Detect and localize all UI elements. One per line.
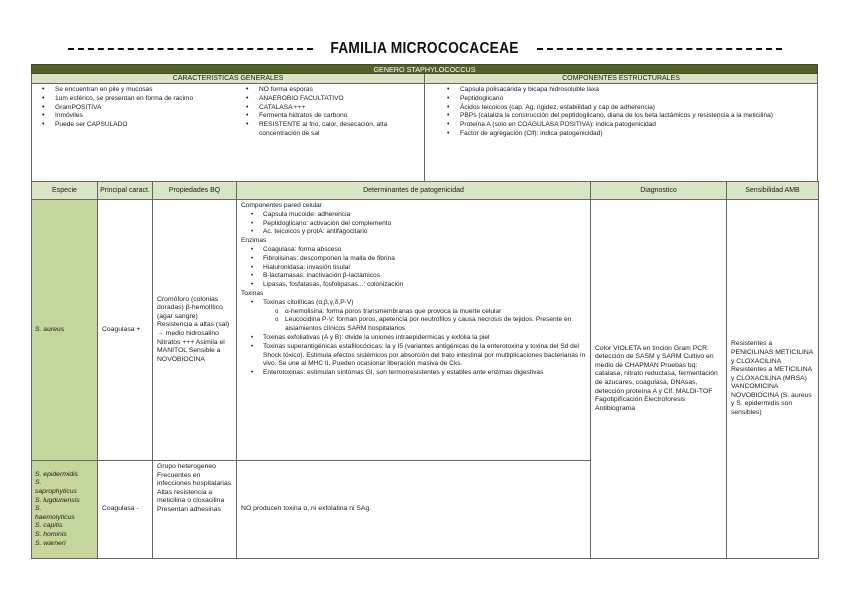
genus-banner: GENERO STAPHYLOCOCCUS — [31, 64, 818, 74]
list-item: • Capsula mucoide: adherencia — [241, 211, 586, 220]
main-char-aureus: Coagulasa + — [98, 200, 153, 461]
list-item: • Fermenta hidratos de carbono — [246, 112, 420, 121]
list-item: • Coagulasa: forma absceso — [241, 246, 586, 255]
general-right-list — [242, 86, 420, 179]
species-name: haemolyticus — [35, 513, 75, 521]
list-item: • Toxinas exfoliativas (A y B): divide la uniones intraepidermicas y exfolia la piel — [241, 334, 586, 343]
species-name: saprophyticus — [35, 488, 77, 496]
list-item: • Se encuentran en pile y mucosas — [42, 86, 242, 95]
list-item: • NO forma esporas — [246, 86, 420, 95]
list-item: • Hialuronidasa: invasión tisular — [241, 264, 586, 273]
general-heading: CARACTERISTICAS GENERALES — [32, 74, 424, 84]
species-table — [31, 181, 819, 559]
header-determinants: Determinantes de patogenicidad — [237, 182, 591, 200]
props-others: Grupo heterogeneo Frecuentes en infecciones hospitalarias Altas resistencia a meticilina o cloxacilina Presentan adhesinas — [153, 461, 237, 559]
list-item: • Lipasas, fosfatasas, fosfolipasas...: colonización — [241, 281, 586, 290]
header-sensitivity: Sensibilidad AMB — [727, 182, 819, 200]
list-item: • Factor de agregación (Clf): indica patogenicidad) — [447, 130, 813, 139]
table-header-row — [32, 182, 819, 200]
props-aureus: Cromóforo (colonias doradas) β-hemolítico (agar sangre) Resistencia a altas (sal) → medio hidrosalino Nitratos +++ Asimila el MANITOL Sensible a NOVOBIOCINA — [153, 200, 237, 461]
wall-title: Componentes pared celular — [241, 202, 323, 209]
list-item: • Inmóviles — [42, 112, 242, 121]
list-item: • Peptidoglicano — [447, 95, 813, 104]
list-item: • CATALASA +++ — [246, 104, 420, 113]
title-dash-left — [68, 48, 313, 50]
page-title-line — [66, 38, 784, 60]
toxins-title: Toxinas — [241, 289, 264, 297]
list-item: • Ácidos teicoicos (cap. Ag, rigidez, estabilidad y cap de adherencia) — [447, 104, 813, 113]
sheet — [31, 64, 818, 559]
list-item: • PBPs (cataliza la construcción del peptidoglicano, diana de los beta lactámicos y resistencia a la meticilina) — [447, 112, 813, 121]
list-item: • Fibrolisinas: descomponen la malla de fibrina — [241, 255, 586, 264]
list-item: • Capsula polisacárida y bicapa hidrosoluble laxa — [447, 86, 813, 95]
header-main-char: Principal caract. — [98, 182, 153, 200]
species-name: S. — [35, 505, 42, 513]
list-item: • Puede ser CAPSULADO — [42, 121, 242, 130]
species-name: S. capitis — [35, 522, 63, 530]
main-char-others: Coagulasa - — [98, 461, 153, 559]
list-item: • Enterotoxinas: estimulan síntomas GI, son termorresistentes y estables ante enzimas digestivas — [241, 369, 586, 378]
list-item: o α-hemolisina: forma poros transmembranas que provoca la muerte celular — [263, 308, 586, 317]
list-item: • Proteína A (solo en COAGULASA POSITIVA): indica patogenicidad — [447, 121, 813, 130]
page-title: FAMILIA MICROCOCACEAE — [330, 40, 520, 57]
species-name: S. hominis — [35, 530, 67, 538]
species-others — [32, 461, 98, 559]
structural-components — [424, 74, 817, 181]
list-item: • Ac. teicoicos y protA: antifagocitario — [241, 228, 586, 237]
list-item: • B-lactamasas: inactivación β-lactámicos — [241, 272, 586, 281]
top-columns — [31, 74, 818, 181]
determinants-others: NO producen toxina α, ni exfolatina ni SAg. — [237, 461, 591, 559]
determinants-aureus — [237, 200, 591, 461]
list-item: • Peptidoglicano: activación del complemento — [241, 220, 586, 229]
cytolytic-toxins: Toxinas citolíticas (α,β,γ,δ,P-V) — [263, 298, 354, 306]
enzymes-title: Enzimas — [241, 237, 267, 245]
components-heading: COMPONENTES ESTRUCTURALES — [425, 74, 817, 84]
diagnosis-cell: Color VIOLETA en tinción Gram PCR: detección de SASM y SARM Cultivo en medio de CHAPMAN Pruebas bq: catalasa, nitrato reductasa, fermentación de azucares, coagulasa, DNAsas, detección proteína A y Clf. MALDI-TOF Fagotipificación Electroforesis Antibiograma — [591, 200, 727, 559]
species-aureus: S. aureus — [32, 200, 98, 461]
general-characteristics — [32, 74, 424, 181]
header-props: Propiedades BQ — [153, 182, 237, 200]
general-left-list — [42, 86, 242, 179]
sensitivity-cell: Resistentes a PENICILINAS METICILINA y CLOXACILINA Resistentes a METICILINA y CLOXACILINA (MRSA) VANCOMICINA NOVOBIOCINA (S. aureus y S. epidermidis son sensibles) — [727, 200, 819, 559]
header-species: Especie — [32, 182, 98, 200]
species-name: S. — [35, 479, 42, 487]
table-row — [32, 200, 819, 461]
species-name: S. warneri — [35, 539, 66, 547]
components-list — [447, 86, 813, 179]
list-item: • Toxinas superantigénicas estafilocócicas: la y I5 (variantes antigénicas de la enterotoxina y toxina del Sd del Shock tóxico). Estimula efectos sistémicos por absorción del trato intestinal por multiplicaciones bacterianas in vivo. Se une al MHC II. Pueden ocasionar liberación masiva de Cks. — [241, 343, 586, 369]
list-item: • RESISTENTE al frio, calor, desecación, alta concentración de sal — [246, 121, 420, 139]
list-item: • 1um esférico, se presentan en forma de racimo — [42, 95, 242, 104]
header-diagnosis: Diagnostico — [591, 182, 727, 200]
list-item — [241, 299, 586, 334]
species-name: S. epidermidis — [35, 470, 79, 478]
list-item: • ANAEROBIO FACULTATIVO — [246, 95, 420, 104]
list-item: o Leucocidina P-V: forman poros, apetencia por neutrofilos y causa necrosis de tejidos. Presente en aislamientos clínicos SARM hospitalarios — [263, 316, 586, 334]
list-item: • GramPOSITIVA — [42, 104, 242, 113]
species-name: S. lugdunensis — [35, 496, 80, 504]
title-dash-right — [537, 48, 782, 50]
